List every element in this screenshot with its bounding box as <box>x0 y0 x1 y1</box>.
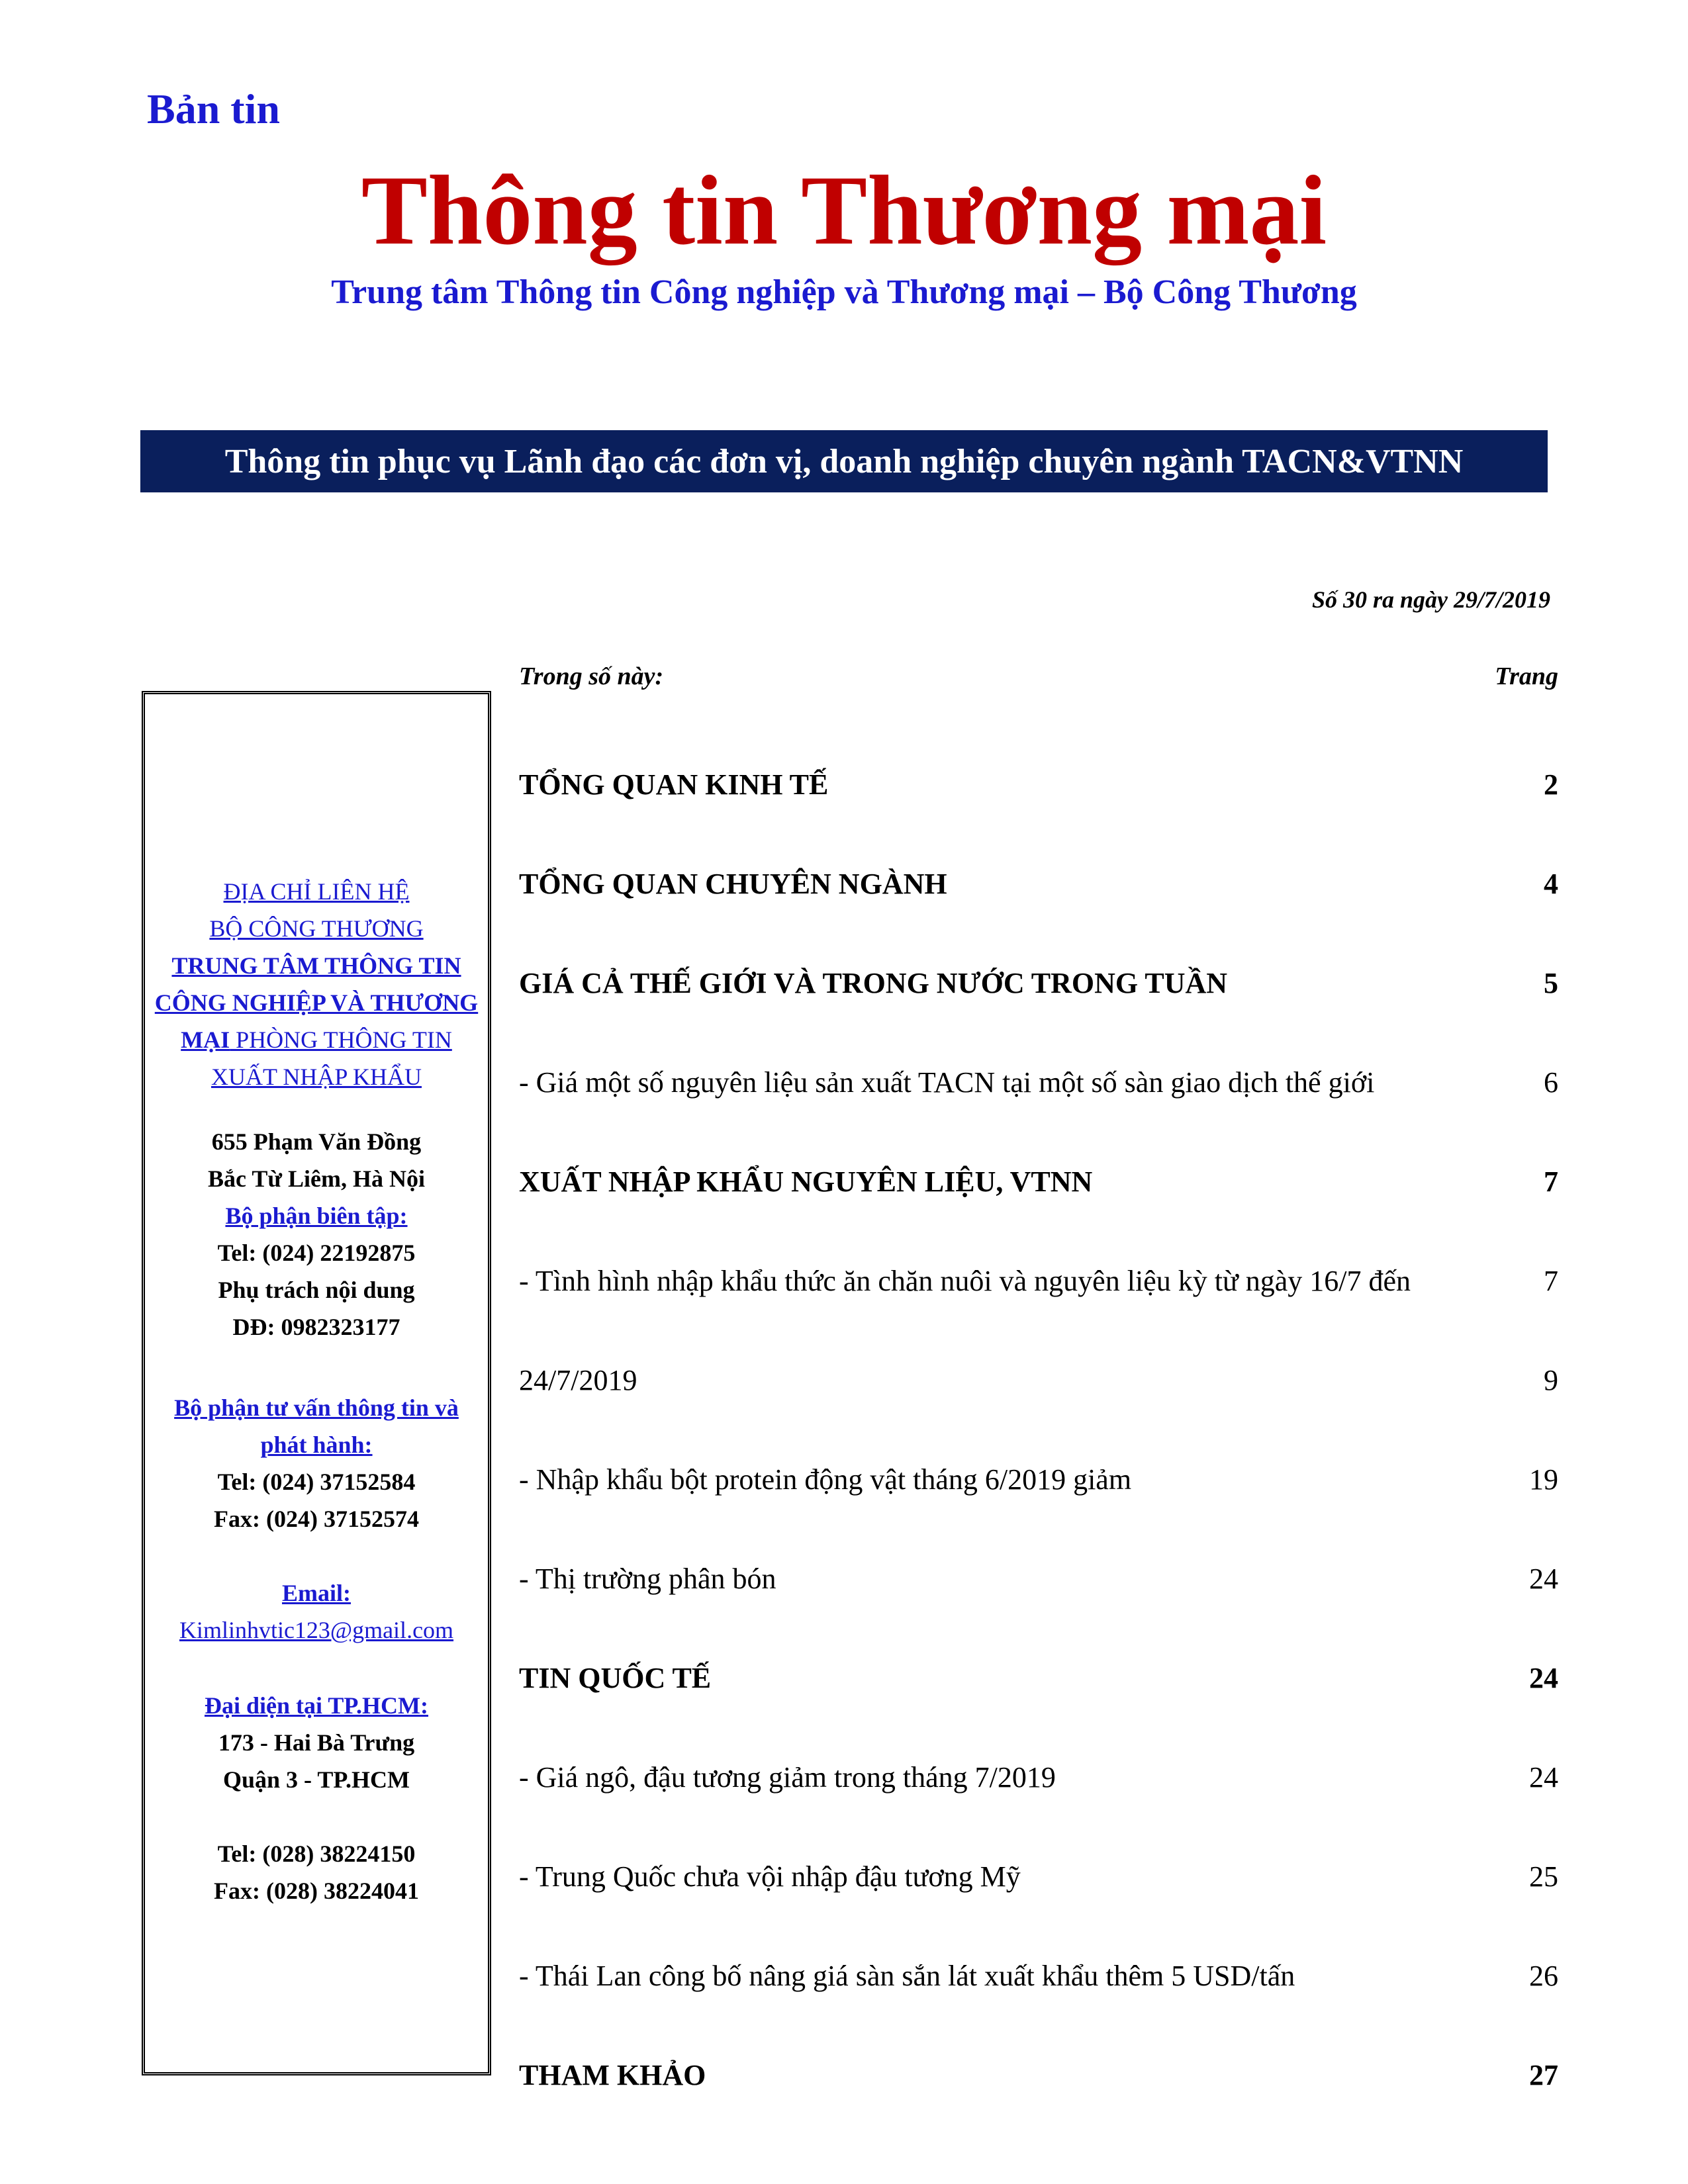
toc-page: 24 <box>1529 1661 1558 1694</box>
toc-page: 25 <box>1529 1860 1558 1893</box>
toc-page: 19 <box>1529 1463 1558 1496</box>
address-line[interactable]: BỘ CÔNG THƯƠNG <box>209 915 424 942</box>
toc-row[interactable] <box>519 1926 1558 2025</box>
toc-page: 24 <box>1529 1562 1558 1595</box>
address-line[interactable]: TRUNG TÂM THÔNG TIN <box>171 952 461 979</box>
toc-page: 27 <box>1529 2058 1558 2091</box>
toc-title: 24/7/2019 <box>519 1363 637 1396</box>
contact-sidebar <box>142 691 491 2075</box>
toc-title: - Tình hình nhập khẩu thức ăn chăn nuôi và nguyên liệu kỳ từ ngày 16/7 đến <box>519 1264 1411 1297</box>
toc-header-right: Trang <box>1495 662 1558 690</box>
toc-page: 6 <box>1544 1066 1558 1099</box>
email-block <box>145 1574 488 1649</box>
tel: Tel: (028) 38224150 <box>217 1841 416 1867</box>
toc-row[interactable] <box>519 1430 1558 1529</box>
toc-row[interactable] <box>519 1132 1558 1231</box>
address-line[interactable]: XUẤT NHẬP KHẨU <box>211 1064 422 1090</box>
address-line[interactable]: ĐỊA CHỈ LIÊN HỆ <box>223 878 410 905</box>
toc-title: THAM KHẢO <box>519 2058 706 2091</box>
toc-title: - Thái Lan công bố nâng giá sàn sắn lát xuất khẩu thêm 5 USD/tấn <box>519 1959 1295 1992</box>
street: 173 - Hai Bà Trưng <box>218 1729 415 1756</box>
address-block <box>145 873 488 1095</box>
mobile: DĐ: 0982323177 <box>232 1314 400 1340</box>
toc-title: XUẤT NHẬP KHẨU NGUYÊN LIỆU, VTNN <box>519 1165 1093 1198</box>
fax: Fax: (028) 38224041 <box>214 1878 419 1904</box>
publisher-subtitle: Trung tâm Thông tin Công nghiệp và Thương mại – Bộ Công Thương <box>331 273 1357 311</box>
toc-row[interactable] <box>519 933 1558 1032</box>
toc-row[interactable] <box>519 735 1558 834</box>
toc-title: TỔNG QUAN KINH TẾ <box>519 768 829 801</box>
toc-title: TIN QUỐC TẾ <box>519 1661 712 1694</box>
banner-text: Thông tin phục vụ Lãnh đạo các đơn vị, doanh nghiệp chuyên ngành TACN&VTNN <box>224 442 1464 480</box>
toc-title: - Giá một số nguyên liệu sản xuất TACN tại một số sàn giao dịch thế giới <box>519 1066 1375 1099</box>
toc-title: - Trung Quốc chưa vội nhập đậu tương Mỹ <box>519 1860 1021 1893</box>
hanoi-contact <box>145 1123 488 1345</box>
toc-header <box>519 662 1558 691</box>
table-of-contents <box>519 735 1558 2124</box>
address-line[interactable]: CÔNG NGHIỆP VÀ THƯƠNG <box>154 989 479 1016</box>
district: Bắc Từ Liêm, Hà Nội <box>208 1165 425 1192</box>
toc-row[interactable] <box>519 1330 1558 1430</box>
address-link[interactable]: MẠI <box>181 1026 230 1053</box>
distribution-label[interactable]: Bộ phận tư vấn thông tin và <box>174 1394 459 1421</box>
toc-title: GIÁ CẢ THẾ GIỚI VÀ TRONG NƯỚC TRONG TUẦN <box>519 966 1228 999</box>
spacer <box>145 1798 488 1835</box>
distribution-label[interactable]: phát hành: <box>260 1432 373 1458</box>
toc-page: 9 <box>1544 1363 1558 1396</box>
toc-header-left: Trong số này: <box>519 662 664 690</box>
district: Quận 3 - TP.HCM <box>222 1766 410 1793</box>
issue-info: Số 30 ra ngày 29/7/2019 <box>1311 586 1550 613</box>
toc-page: 5 <box>1544 966 1558 999</box>
toc-row[interactable] <box>519 1231 1558 1330</box>
email-link[interactable]: Kimlinhvtic123@gmail.com <box>179 1617 454 1643</box>
ban-tin-label: Bản tin <box>147 85 280 132</box>
toc-title: TỔNG QUAN CHUYÊN NGÀNH <box>519 867 947 900</box>
toc-row[interactable] <box>519 1827 1558 1926</box>
toc-title: - Giá ngô, đậu tương giảm trong tháng 7/2019 <box>519 1760 1056 1794</box>
hcm-label[interactable]: Đại diện tại TP.HCM: <box>204 1692 429 1719</box>
toc-page: 7 <box>1544 1165 1558 1198</box>
tel: Tel: (024) 22192875 <box>217 1240 416 1266</box>
tel: Tel: (024) 37152584 <box>217 1469 416 1495</box>
hcm-contact <box>145 1687 488 1909</box>
toc-row[interactable] <box>519 1529 1558 1628</box>
content-label: Phụ trách nội dung <box>218 1277 415 1303</box>
toc-page: 7 <box>1544 1264 1558 1297</box>
toc-row[interactable] <box>519 1727 1558 1827</box>
toc-page: 26 <box>1529 1959 1558 1992</box>
toc-page: 2 <box>1544 768 1558 801</box>
address-link[interactable]: PHÒNG THÔNG TIN <box>230 1026 452 1053</box>
toc-row[interactable] <box>519 834 1558 933</box>
toc-title: - Thị trường phân bón <box>519 1562 776 1595</box>
distribution-contact <box>145 1389 488 1537</box>
street: 655 Phạm Văn Đồng <box>211 1128 422 1155</box>
email-label: Email: <box>282 1580 351 1606</box>
toc-row[interactable] <box>519 2025 1558 2124</box>
toc-row[interactable] <box>519 1032 1558 1132</box>
audience-banner <box>140 430 1548 492</box>
fax: Fax: (024) 37152574 <box>214 1506 419 1532</box>
address-line <box>145 1021 488 1058</box>
toc-title: - Nhập khẩu bột protein động vật tháng 6/2019 giảm <box>519 1463 1132 1496</box>
editorial-label[interactable]: Bộ phận biên tập: <box>225 1203 408 1229</box>
toc-page: 4 <box>1544 867 1558 900</box>
page-title: Thông tin Thương mại <box>361 156 1327 265</box>
toc-page: 24 <box>1529 1760 1558 1794</box>
toc-row[interactable] <box>519 1628 1558 1727</box>
